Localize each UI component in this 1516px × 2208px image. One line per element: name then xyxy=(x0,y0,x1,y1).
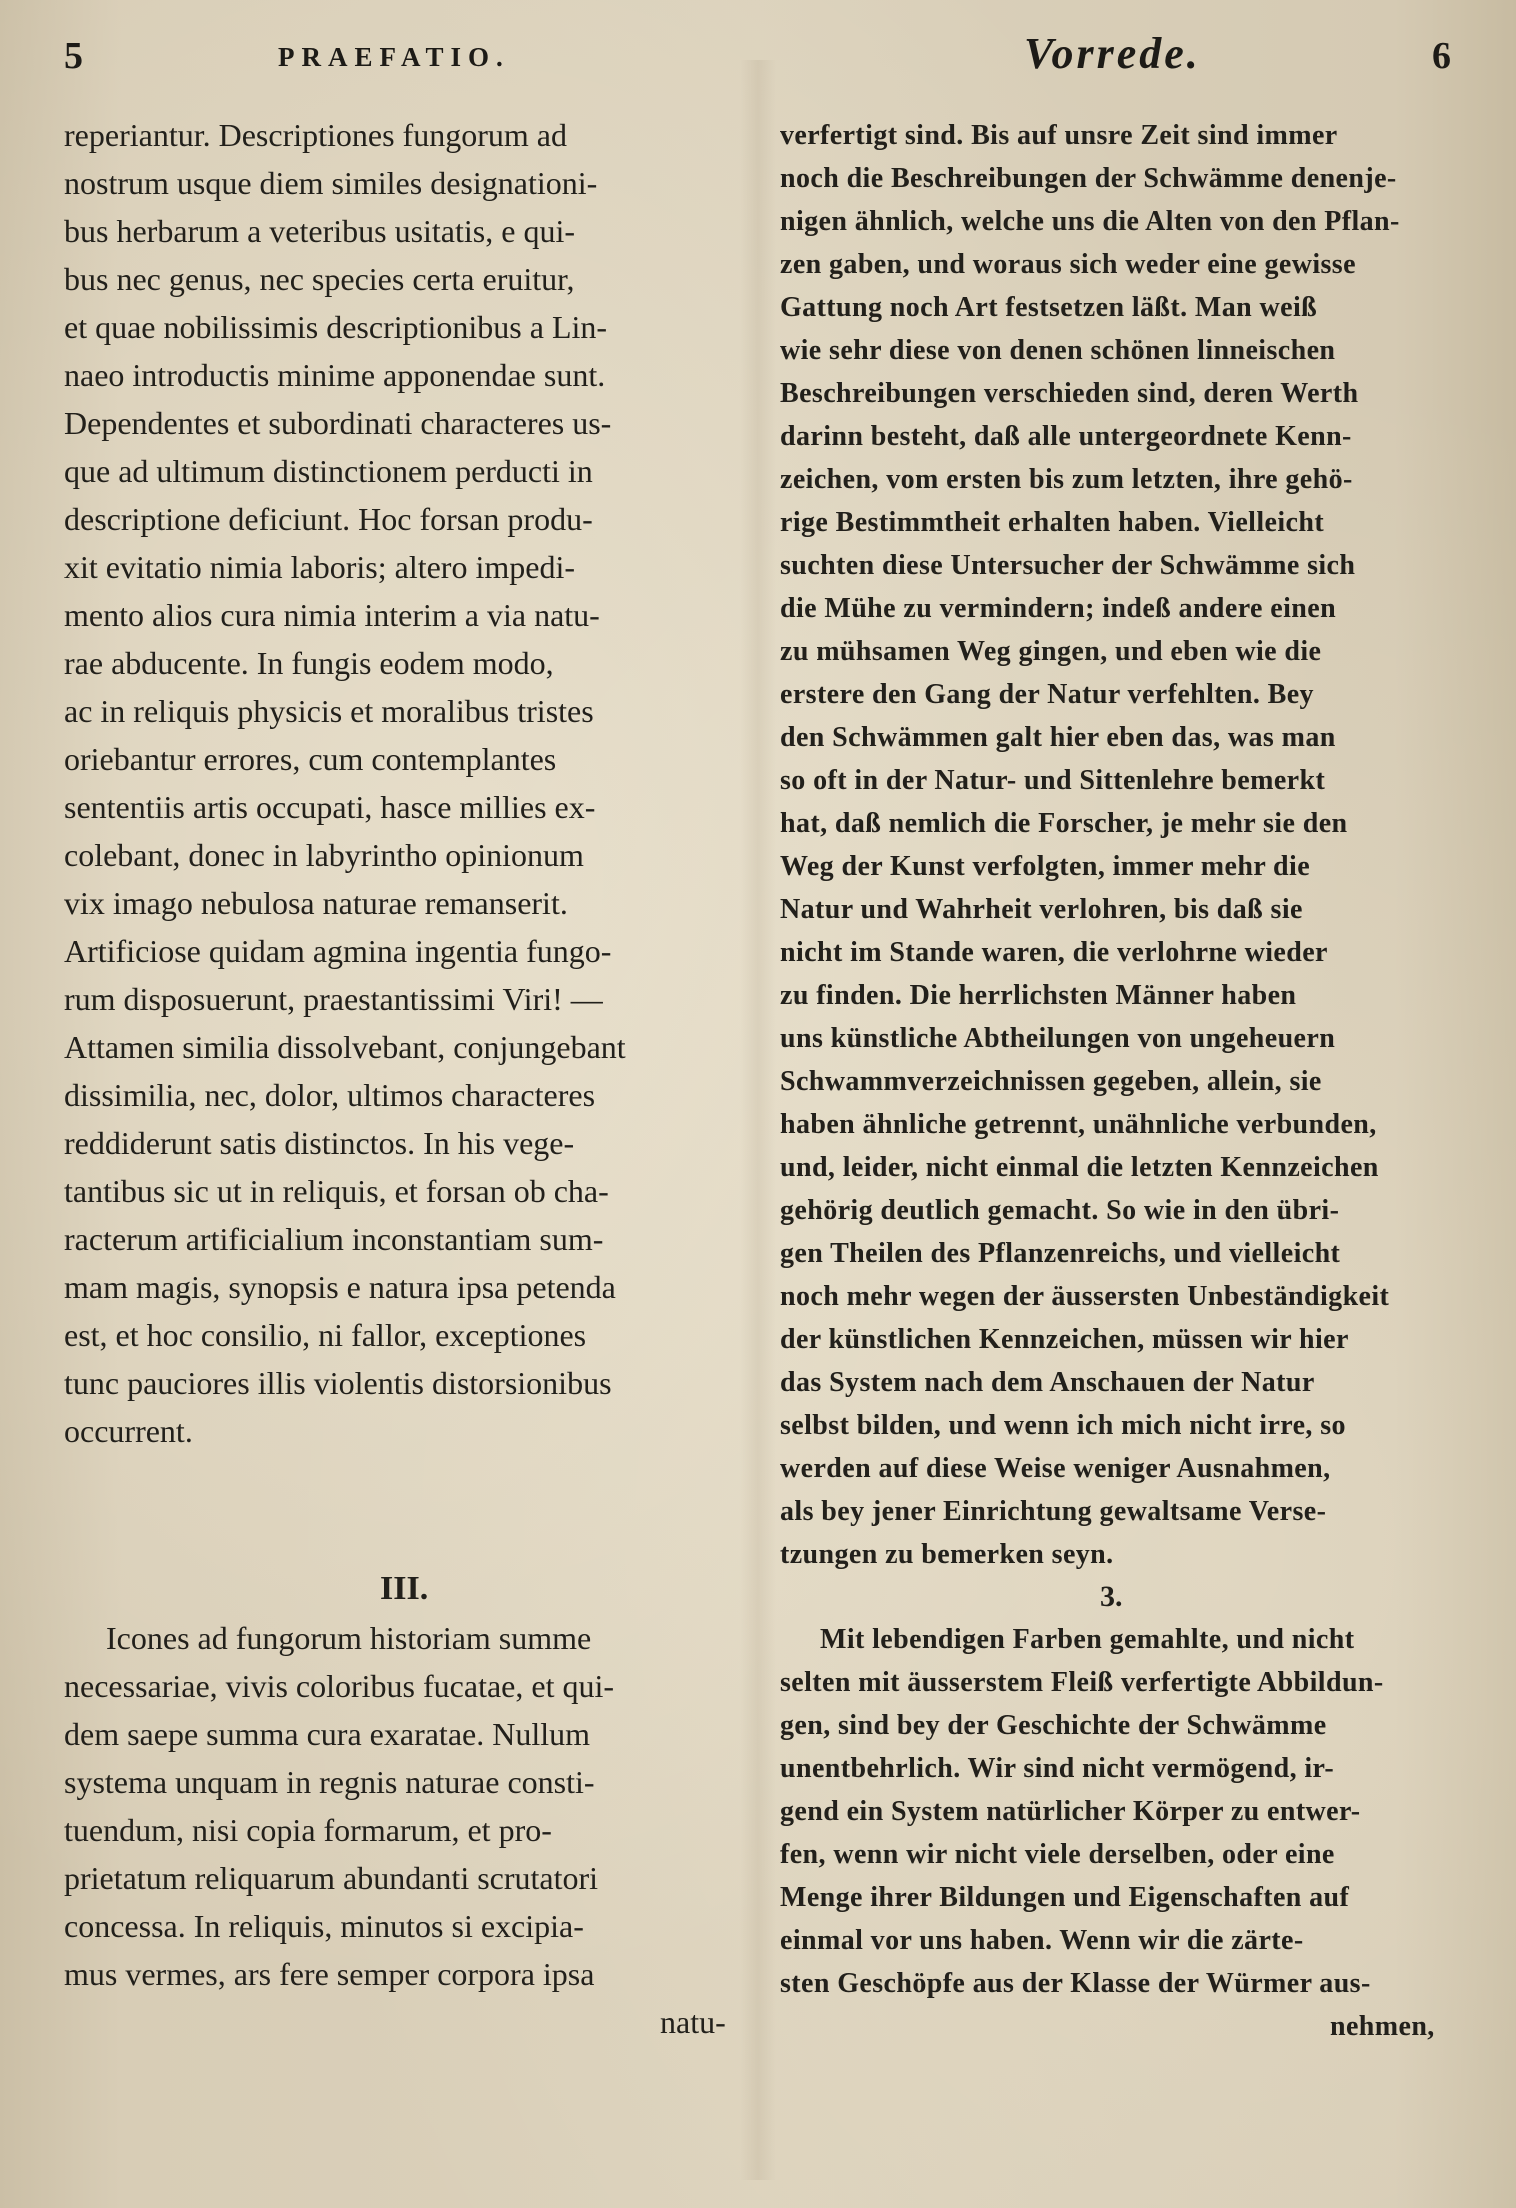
text-line: noch die Beschreibungen der Schwämme denenje- xyxy=(780,163,1397,194)
text-line: bus herbarum a veteribus usitatis, e qui- xyxy=(64,213,575,249)
text-line: selbst bilden, und wenn ich mich nicht irre, so xyxy=(780,1410,1346,1441)
text-line: gend ein System natürlicher Körper zu entwer- xyxy=(780,1796,1361,1827)
text-line: zu finden. Die herrlichsten Männer haben xyxy=(780,980,1297,1011)
text-line: selten mit äusserstem Fleiß verfertigte Abbildun- xyxy=(780,1667,1384,1698)
text-line: Menge ihrer Bildungen und Eigenschaften auf xyxy=(780,1882,1350,1913)
text-line: noch mehr wegen der äussersten Unbeständigkeit xyxy=(780,1281,1390,1312)
text-line: gehörig deutlich gemacht. So wie in den übri- xyxy=(780,1195,1340,1226)
text-line: nicht im Stande waren, die verlohrne wieder xyxy=(780,937,1328,968)
gutter-shadow xyxy=(740,60,776,2180)
text-line: suchten diese Untersucher der Schwämme sich xyxy=(780,550,1356,581)
text-line: Schwammverzeichnissen gegeben, allein, sie xyxy=(780,1066,1322,1097)
right-page-number: 6 xyxy=(1432,35,1451,77)
text-line: so oft in der Natur- und Sittenlehre bemerkt xyxy=(780,765,1326,796)
text-line: naeo introductis minime apponendae sunt. xyxy=(64,357,606,393)
text-line: gen, sind bey der Geschichte der Schwämme xyxy=(780,1710,1327,1741)
text-line: nehmen, xyxy=(1330,2011,1435,2042)
text-line: Attamen similia dissolvebant, conjungebant xyxy=(64,1029,626,1065)
text-line: werden auf diese Weise weniger Ausnahmen, xyxy=(780,1453,1331,1484)
text-line: fen, wenn wir nicht viele derselben, oder eine xyxy=(780,1839,1335,1870)
text-line: occurrent. xyxy=(64,1413,193,1449)
text-line: tzungen zu bemerken seyn. xyxy=(780,1539,1114,1570)
text-line: tunc pauciores illis violentis distorsionibus xyxy=(64,1365,612,1401)
text-line: et quae nobilissimis descriptionibus a Lin- xyxy=(64,309,608,345)
text-line: zu mühsamen Weg gingen, und eben wie die xyxy=(780,636,1322,667)
text-line: rum disposuerunt, praestantissimi Viri! — xyxy=(64,981,603,1017)
text-line: und, leider, nicht einmal die letzten Kennzeichen xyxy=(780,1152,1379,1183)
text-line: systema unquam in regnis naturae consti- xyxy=(64,1764,595,1800)
text-line: der künstlichen Kennzeichen, müssen wir hier xyxy=(780,1324,1349,1355)
text-line: Natur und Wahrheit verlohren, bis daß sie xyxy=(780,894,1303,925)
text-line: Icones ad fungorum historiam summe xyxy=(106,1620,592,1656)
text-line: Gattung noch Art festsetzen läßt. Man weiß xyxy=(780,292,1318,323)
text-line: einmal vor uns haben. Wenn wir die zärte- xyxy=(780,1925,1304,1956)
text-line: den Schwämmen galt hier eben das, was man xyxy=(780,722,1336,753)
text-line: oriebantur errores, cum contemplantes xyxy=(64,741,557,777)
text-line: darinn besteht, daß alle untergeordnete Kenn- xyxy=(780,421,1352,452)
text-line: racterum artificialium inconstantiam sum- xyxy=(64,1221,604,1257)
text-line: die Mühe zu vermindern; indeß andere einen xyxy=(780,593,1337,624)
text-line: natu- xyxy=(660,2004,726,2040)
text-line: reperiantur. Descriptiones fungorum ad xyxy=(64,117,567,153)
text-line: necessariae, vivis coloribus fucatae, et qui- xyxy=(64,1668,614,1704)
text-line: zeichen, vom ersten bis zum letzten, ihre gehö- xyxy=(780,464,1353,495)
text-line: prietatum reliquarum abundanti scrutatori xyxy=(64,1860,599,1896)
text-line: Weg der Kunst verfolgten, immer mehr die xyxy=(780,851,1311,882)
text-line: verfertigt sind. Bis auf unsre Zeit sind immer xyxy=(780,120,1338,151)
text-line: mento alios cura nimia interim a via natu- xyxy=(64,597,600,633)
left-page-number: 5 xyxy=(64,35,83,77)
text-line: sten Geschöpfe aus der Klasse der Würmer aus- xyxy=(780,1968,1371,1999)
text-line: Artificiose quidam agmina ingentia fungo- xyxy=(64,933,612,969)
text-line: hat, daß nemlich die Forscher, je mehr sie den xyxy=(780,808,1348,839)
text-line: reddiderunt satis distinctos. In his vege- xyxy=(64,1125,575,1161)
text-line: erstere den Gang der Natur verfehlten. Bey xyxy=(780,679,1314,710)
section-heading-3: 3. xyxy=(1100,1580,1123,1613)
text-line: Beschreibungen verschieden sind, deren Werth xyxy=(780,378,1359,409)
text-line: uns künstliche Abtheilungen von ungeheuern xyxy=(780,1023,1336,1054)
text-line: vix imago nebulosa naturae remanserit. xyxy=(64,885,568,921)
text-line: xit evitatio nimia laboris; altero impedi- xyxy=(64,549,575,585)
right-running-title: Vorrede. xyxy=(1024,29,1201,78)
text-line: das System nach dem Anschauen der Natur xyxy=(780,1367,1315,1398)
text-line: haben ähnliche getrennt, unähnliche verbunden, xyxy=(780,1109,1377,1140)
text-line: Dependentes et subordinati characteres us- xyxy=(64,405,612,441)
left-running-title: PRAEFATIO. xyxy=(278,42,510,72)
text-line: sententiis artis occupati, hasce millies ex- xyxy=(64,789,596,825)
text-line: unentbehrlich. Wir sind nicht vermögend, ir- xyxy=(780,1753,1335,1784)
text-line: descriptione deficiunt. Hoc forsan produ- xyxy=(64,501,593,537)
text-line: wie sehr diese von denen schönen linneischen xyxy=(780,335,1336,366)
text-line: colebant, donec in labyrintho opinionum xyxy=(64,837,584,873)
text-line: tuendum, nisi copia formarum, et pro- xyxy=(64,1812,552,1848)
text-line: zen gaben, und woraus sich weder eine gewisse xyxy=(780,249,1356,280)
text-line: mus vermes, ars fere semper corpora ipsa xyxy=(64,1956,595,1992)
text-line: mam magis, synopsis e natura ipsa petenda xyxy=(64,1269,616,1305)
text-line: als bey jener Einrichtung gewaltsame Verse- xyxy=(780,1496,1327,1527)
text-line: ac in reliquis physicis et moralibus tristes xyxy=(64,693,594,729)
text-line: rae abducente. In fungis eodem modo, xyxy=(64,645,554,681)
text-line: que ad ultimum distinctionem perducti in xyxy=(64,453,593,489)
text-line: bus nec genus, nec species certa eruitur, xyxy=(64,261,575,297)
text-line: gen Theilen des Pflanzenreichs, und vielleicht xyxy=(780,1238,1341,1269)
section-heading-iii: III. xyxy=(380,1570,429,1607)
text-line: nigen ähnlich, welche uns die Alten von den Pflan- xyxy=(780,206,1400,237)
text-line: dem saepe summa cura exaratae. Nullum xyxy=(64,1716,590,1752)
text-line: tantibus sic ut in reliquis, et forsan ob cha- xyxy=(64,1173,609,1209)
text-line: est, et hoc consilio, ni fallor, exceptiones xyxy=(64,1317,587,1353)
text-line: concessa. In reliquis, minutos si excipia- xyxy=(64,1908,584,1944)
text-line: rige Bestimmtheit erhalten haben. Vielleicht xyxy=(780,507,1325,538)
text-line: dissimilia, nec, dolor, ultimos characteres xyxy=(64,1077,596,1113)
text-line: Mit lebendigen Farben gemahlte, und nicht xyxy=(820,1624,1355,1655)
text-line: nostrum usque diem similes designationi- xyxy=(64,165,598,201)
